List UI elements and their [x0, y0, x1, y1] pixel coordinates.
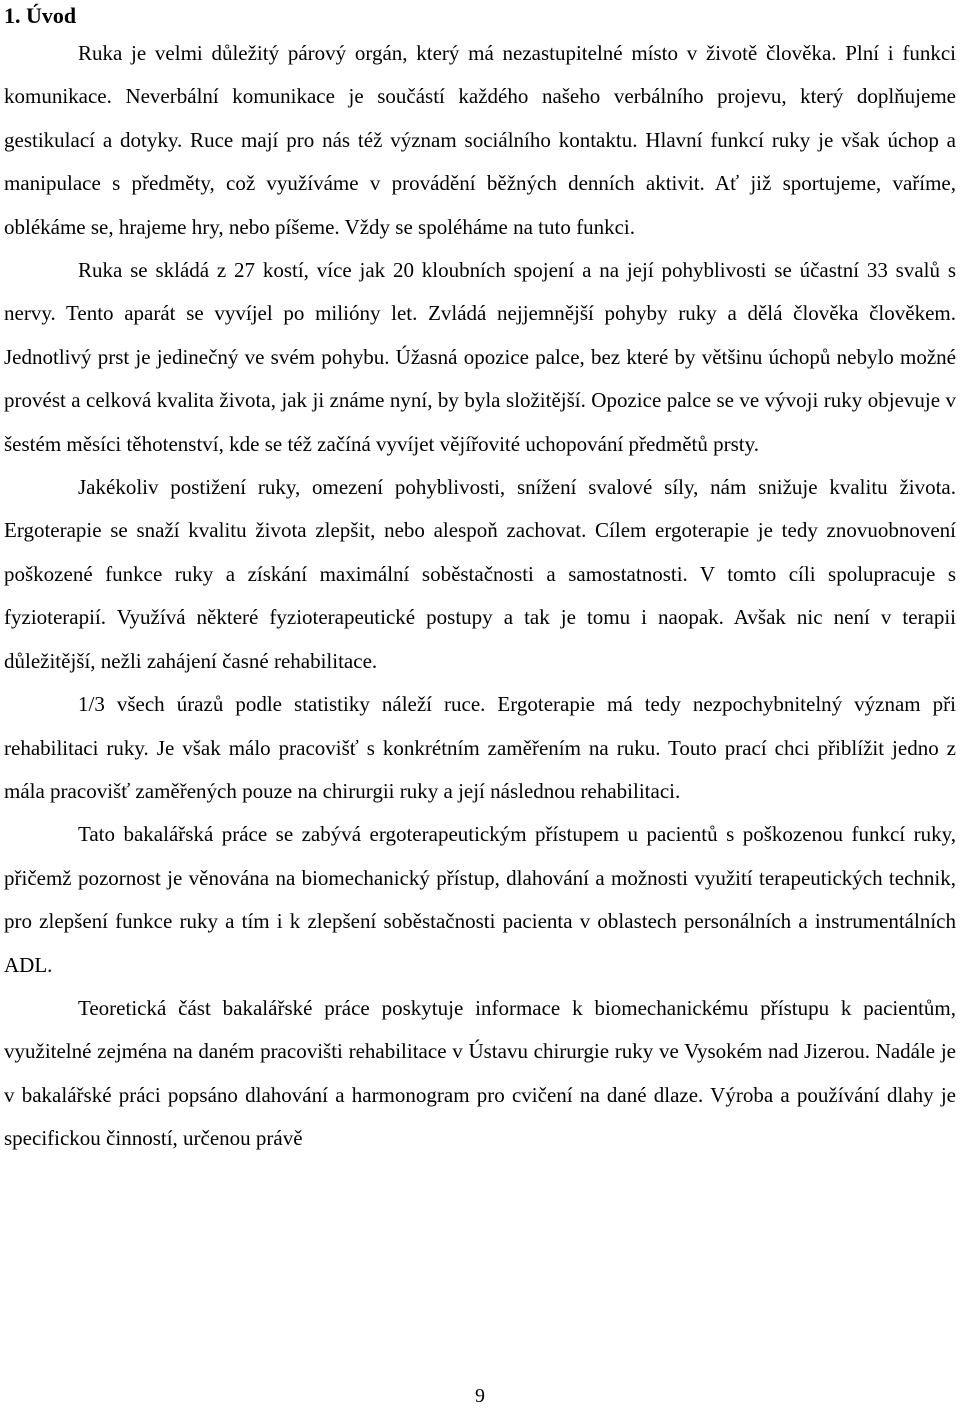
- paragraph-2: Ruka se skládá z 27 kostí, více jak 20 kloubních spojení a na její pohyblivosti se účastní 33 svalů s nervy. Tento aparát se vyvíjel po milióny let. Zvládá nejjemnější pohyby ruky a dělá člověka člověkem. Jednotlivý prst je jedinečný ve svém pohybu. Úžasná opozice palce, bez které by většinu úchopů nebylo možné provést a celková kvalita života, jak ji známe nyní, by byla složitější. Opozice palce se ve vývoji ruky objevuje v šestém měsíci těhotenství, kde se též začíná vyvíjet vějířovité uchopování předmětů prsty.: [4, 258, 956, 456]
- document-page: [4, 0, 956, 1161]
- section-heading: 1. Úvod: [4, 3, 77, 28]
- paragraph-1: Ruka je velmi důležitý párový orgán, který má nezastupitelné místo v životě člověka. Plní i funkci komunikace. Neverbální komunikace je součástí každého našeho verbálního projevu, který doplňujeme gestikulací a dotyky. Ruce mají pro nás též význam sociálního kontaktu. Hlavní funkcí ruky je však úchop a manipulace s předměty, což využíváme v provádění běžných denních aktivit. Ať již sportujeme, vaříme, oblékáme se, hrajeme hry, nebo píšeme. Vždy se spoléháme na tuto funkci.: [4, 41, 956, 239]
- paragraph-5: Tato bakalářská práce se zabývá ergoterapeutickým přístupem u pacientů s poškozenou funkcí ruky, přičemž pozornost je věnována na biomechanický přístup, dlahování a možnosti využití terapeutických technik, pro zlepšení funkce ruky a tím i k zlepšení soběstačnosti pacienta v oblastech personálních a instrumentálních ADL.: [4, 822, 956, 977]
- paragraph-6: Teoretická část bakalářské práce poskytuje informace k biomechanickému přístupu k pacientům, využitelné zejména na daném pracovišti rehabilitace v Ústavu chirurgie ruky ve Vysokém nad Jizerou. Nadále je v bakalářské práci popsáno dlahování a harmonogram pro cvičení na dané dlaze. Výroba a používání dlahy je specifickou činností, určenou právě: [4, 995, 956, 1151]
- paragraph-4: 1/3 všech úrazů podle statistiky náleží ruce. Ergoterapie má tedy nezpochybnitelný význam při rehabilitaci ruky. Je však málo pracovišť s konkrétním zaměřením na ruku. Touto prací chci přiblížit jedno z mála pracovišť zaměřených pouze na chirurgii ruky a její následnou rehabilitaci.: [4, 692, 956, 803]
- paragraph-3: Jakékoliv postižení ruky, omezení pohyblivosti, snížení svalové síly, nám snižuje kvalitu života. Ergoterapie se snaží kvalitu života zlepšit, nebo alespoň zachovat. Cílem ergoterapie je tedy znovuobnovení poškozené funkce ruky a získání maximální soběstačnosti a samostatnosti. V tomto cíli spolupracuje s fyzioterapií. Využívá některé fyzioterapeutické postupy a tak je tomu i naopak. Avšak nic není v terapii důležitější, nežli zahájení časné rehabilitace.: [4, 475, 956, 673]
- page-number: 9: [475, 1385, 485, 1407]
